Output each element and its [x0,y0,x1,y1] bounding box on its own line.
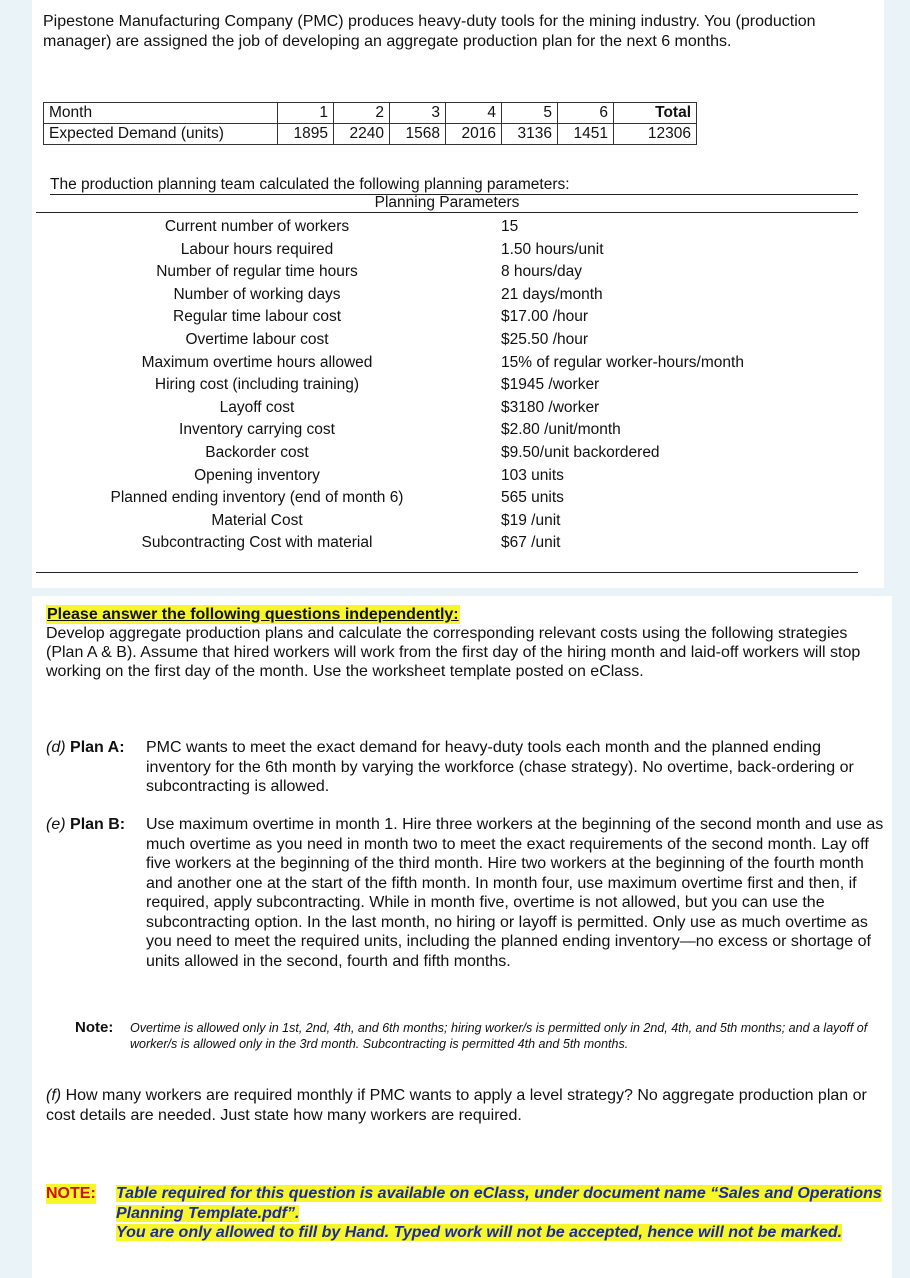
parameter-row [36,261,858,284]
parameter-row [36,352,858,375]
parameter-label: Opening inventory [194,466,320,484]
parameter-label: Number of regular time hours [156,263,358,281]
parameter-label: Subcontracting Cost with material [141,534,373,552]
plan-a-tag [46,738,125,758]
parameter-label: Backorder cost [205,443,309,461]
demand-value: 2016 [446,124,502,145]
demand-table-header-row [44,103,697,124]
demand-table-row [44,124,697,145]
month-header: 3 [390,103,446,124]
plan-a-name: Plan A: [70,739,125,756]
final-note-body [116,1184,886,1243]
month-header: 1 [278,103,334,124]
month-header: 2 [334,103,390,124]
question-f-text: How many workers are required monthly if PMC wants to apply a level strategy? No aggregate production plan or cost details are needed. Just state how many workers are required. [46,1087,867,1124]
parameter-value: 15% of regular worker-hours/month [501,353,744,371]
parameter-label: Labour hours required [180,240,334,258]
parameter-row [36,329,858,352]
parameter-row [36,284,858,307]
plan-b-tag [46,815,125,835]
note-text: Overtime is allowed only in 1st, 2nd, 4th, and 6th months; hiring worker/s is permitted only in 2nd, 4th, and 5th months; and a layoff of worker/s is allowed only in the 3rd month. Subcontracting is permitted 4th and 5th months. [130,1021,868,1051]
parameter-row [36,510,858,533]
parameter-label: Material Cost [211,511,303,529]
parameter-value: $9.50/unit backordered [501,443,660,461]
plan-b [46,815,886,1015]
parameter-value: 565 units [501,489,564,507]
questions-intro: Develop aggregate production plans and calculate the corresponding relevant costs using the following strategies (Plan A & B). Assume that hired workers will work from the first day of the hiring month and laid-off workers will stop working on the first day of the month. Use the worksheet template posted on eClass. [46,625,861,680]
month-header: 4 [446,103,502,124]
demand-row-label: Expected Demand (units) [44,124,278,145]
parameter-label: Inventory carrying cost [179,421,335,439]
parameter-label: Maximum overtime hours allowed [141,353,373,371]
parameter-label: Regular time labour cost [173,308,341,326]
parameter-value: $67 /unit [501,534,561,552]
planning-heading: Planning Parameters [36,194,858,213]
final-note-line2: You are only allowed to fill by Hand. Typed work will not be accepted, hence will not be marked. [116,1224,843,1241]
parameter-label: Current number of workers [164,218,350,235]
parameter-value: $2.80 /unit/month [501,421,621,439]
demand-value: 3136 [502,124,558,145]
plan-a-letter: (d) [46,739,66,756]
parameter-row [36,306,858,329]
parameter-value: 21 days/month [501,285,603,303]
demand-total: 12306 [614,124,697,145]
parameter-value: $1945 /worker [501,376,600,394]
plan-a [46,738,886,800]
final-note-line1: Table required for this question is available on eClass, under document name “Sales and Operations Planning Template.pdf”. [116,1185,882,1222]
demand-value: 1451 [558,124,614,145]
planning-parameters-list [36,216,858,555]
parameter-row [36,397,858,420]
parameter-label: Hiring cost (including training) [154,376,360,394]
question-f-letter: (f) [46,1087,62,1104]
month-header: 5 [502,103,558,124]
parameter-row [36,216,858,239]
plan-b-text: Use maximum overtime in month 1. Hire three workers at the beginning of the second month and use as much overtime as you need in month two to meet the exact requirements of the second month. Lay off five workers at the beginning of the third month. Hire two workers at the beginning of the fourth month and another one at the start of the fifth month. In month four, use maximum overtime first and then, if required, apply subcontracting. While in month five, overtime is not allowed, but you can use the subcontracting option. In the last month, no hiring or layoff is permitted. Only use as much overtime as you need to meet the required units, including the planned ending inventory—no excess or shortage of units allowed in the second, fourth and fifth months. [146,816,884,970]
parameter-value: $17.00 /hour [501,308,589,326]
intro-text: Pipestone Manufacturing Company (PMC) produces heavy-duty tools for the mining industry. You (production manager) are assigned the job of developing an aggregate production plan for the next 6 months. [43,13,816,50]
parameter-value: 15 [501,218,519,235]
plan-b-name: Plan B: [70,816,126,833]
note-label: Note: [75,1019,114,1036]
parameter-value: $3180 /worker [501,398,600,416]
parameter-value: $19 /unit [501,511,561,529]
question-f [46,1086,886,1125]
demand-header-label: Month [44,103,278,124]
demand-value: 1568 [390,124,446,145]
plan-a-text: PMC wants to meet the exact demand for heavy-duty tools each month and the planned ending inventory for the 6th month by varying the workforce (chase strategy). No overtime, back-ordering or subcontracting is allowed. [146,739,854,795]
plan-b-letter: (e) [46,816,66,833]
divider [36,572,858,573]
questions-heading: Please answer the following questions independently: [47,606,459,623]
parameter-value: 8 hours/day [501,263,582,281]
planning-intro: The production planning team calculated the following planning parameters: [50,176,858,195]
parameter-row [36,374,858,397]
parameter-label: Layoff cost [219,398,295,416]
total-header: Total [614,103,697,124]
month-header: 6 [558,103,614,124]
parameter-row [36,442,858,465]
parameter-value: 1.50 hours/unit [501,240,604,258]
demand-table [43,102,697,145]
parameter-row [36,239,858,262]
parameter-value: 103 units [501,466,564,484]
parameter-value: $25.50 /hour [501,330,589,348]
demand-value: 2240 [334,124,390,145]
parameter-label: Planned ending inventory (end of month 6) [110,489,404,507]
demand-value: 1895 [278,124,334,145]
parameter-label: Overtime labour cost [185,330,329,348]
final-note-label: NOTE: [46,1185,96,1202]
parameter-label: Number of working days [173,285,341,303]
parameter-row [36,465,858,488]
parameter-row [36,532,858,555]
parameter-row [36,419,858,442]
parameter-row [36,487,858,510]
